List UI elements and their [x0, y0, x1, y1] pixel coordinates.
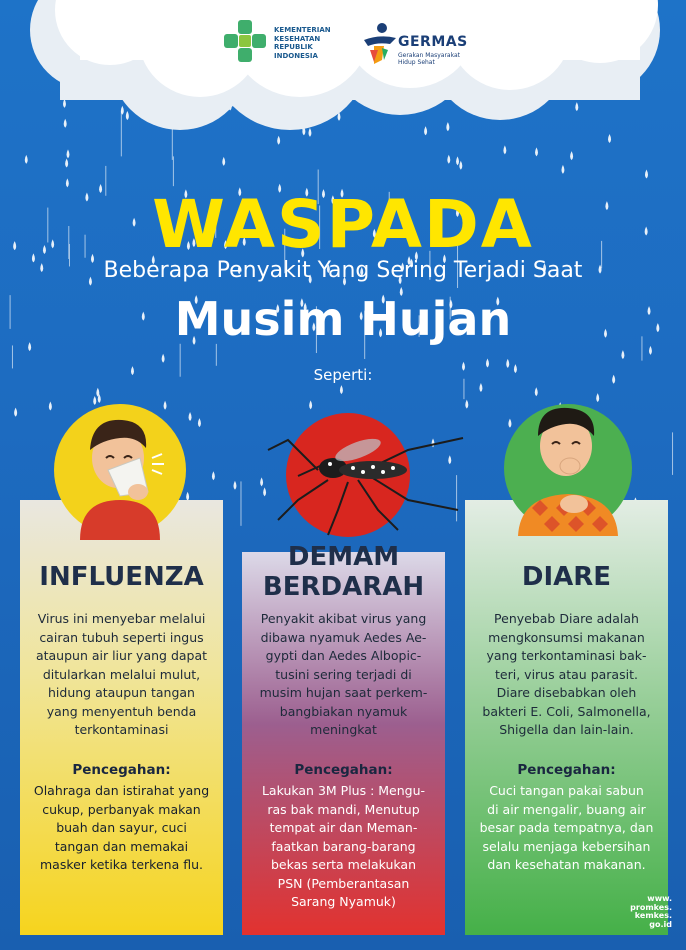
rain-drop	[535, 387, 538, 396]
text-line: Diare disebabkan oleh	[496, 685, 637, 700]
lead-text: Seperti:	[313, 366, 373, 384]
influenza-description	[24, 610, 219, 740]
dengue-prevention-label: Pencegahan:	[294, 762, 393, 778]
headline: Musim Hujan	[174, 292, 512, 346]
text-line: bangbiakan nyamuk	[279, 703, 408, 719]
text-line: terkontaminasi	[74, 722, 169, 737]
text-line: ataupun air liur yang dapat	[35, 648, 208, 663]
kemenkes-line: REPUBLIK	[274, 43, 313, 51]
text-line: ras bak mandi, Menutup	[267, 801, 420, 817]
rain-drop	[621, 350, 624, 359]
kemenkes-line: KEMENTERIAN	[274, 26, 331, 34]
text-line: Penyebab Diare adalah	[494, 611, 639, 626]
text-line: faatkan barang-barang	[271, 838, 416, 854]
text-line: yang menyentuh benda	[46, 703, 197, 719]
text-line: PSN (Pemberantasan	[277, 875, 410, 891]
text-line: yang terkontaminasi bak-	[486, 648, 647, 663]
rain-drop	[212, 471, 215, 480]
germas-tagline-line: Gerakan Masyarakat	[398, 52, 460, 59]
diarrhea-prevention-label: Pencegahan:	[517, 762, 616, 778]
germas-mark-icon	[360, 20, 400, 66]
subtitle: Beberapa Penyakit Yang Sering Terjadi Saat	[103, 258, 583, 283]
rain-drop	[479, 383, 482, 392]
influenza-prevention	[23, 782, 220, 875]
text-line: cairan tubuh seperti ingus	[39, 629, 204, 645]
rain-drop	[162, 354, 165, 363]
kemenkes-line: INDONESIA	[274, 51, 318, 60]
mosquito-icon	[258, 410, 468, 540]
kemenkes-line: KESEHATAN	[274, 34, 321, 43]
footer-line: www.	[647, 894, 672, 903]
stomachache-person-icon	[498, 396, 638, 536]
footer-line: go.id	[649, 919, 672, 929]
text-line: meningkat	[310, 722, 377, 737]
dengue-title	[242, 542, 445, 602]
dengue-prevention	[245, 782, 442, 912]
footer-line: kemkes.	[634, 911, 672, 920]
footer-line: promkes.	[630, 902, 672, 912]
diarrhea-title: DIARE	[521, 562, 612, 592]
text-line: musim hujan saat perkem-	[259, 685, 428, 700]
text-line: masker ketika terkena flu.	[40, 857, 203, 872]
text-line: gypti dan Aedes Albopic-	[265, 648, 422, 663]
page-title: WASPADA	[152, 186, 534, 263]
promkes-website	[606, 895, 672, 935]
kemenkes-mark-icon	[222, 18, 268, 64]
germas-name: GERMAS	[398, 34, 468, 50]
text-line: Olahraga dan istirahat yang	[33, 783, 210, 798]
germas-logo	[360, 20, 480, 70]
text-line: ditularkan melalui mulut,	[42, 666, 201, 682]
dengue-title-line: DEMAM	[287, 542, 400, 572]
text-line: teri, virus atau parasit.	[495, 666, 638, 682]
text-line: Penyakit akibat virus yang	[260, 611, 427, 626]
text-line: Lakukan 3M Plus : Mengu-	[261, 783, 426, 798]
rain-drop	[14, 408, 17, 417]
rain-drop	[233, 481, 236, 490]
germas-tagline	[398, 52, 468, 66]
text-line: dan kesehatan makanan.	[487, 857, 646, 872]
diarrhea-description	[469, 610, 664, 740]
text-line: di air mengalir, buang air	[487, 801, 646, 817]
germas-tagline-line: Hidup Sehat	[398, 59, 435, 66]
rain-drop	[649, 346, 652, 355]
rain-drop	[198, 418, 201, 427]
sneezing-person-icon	[50, 400, 190, 540]
text-line: tangan dan memakai	[54, 838, 189, 854]
text-line: tusini sering terjadi di	[275, 666, 412, 682]
rain-drop	[309, 400, 312, 409]
text-line: buah dan sayur, cuci	[56, 820, 187, 835]
text-line: mengkonsumsi makanan	[488, 629, 645, 645]
rain-drop	[465, 400, 468, 409]
text-line: selalu menjaga kebersihan	[482, 838, 651, 854]
text-line: Cuci tangan pakai sabun	[489, 783, 644, 798]
dengue-title-line: BERDARAH	[262, 572, 425, 602]
text-line: tempat air dan Meman-	[269, 820, 418, 835]
diarrhea-prevention	[468, 782, 665, 875]
kemenkes-text	[274, 26, 344, 60]
text-line: dibawa nyamuk Aedes Ae-	[260, 629, 427, 645]
kemenkes-logo	[222, 18, 342, 68]
text-line: cukup, perbanyak makan	[42, 801, 201, 817]
text-line: bekas serta melakukan	[270, 857, 417, 872]
influenza-prevention-label: Pencegahan:	[72, 762, 171, 778]
text-line: Virus ini menyebar melalui	[37, 611, 206, 626]
influenza-title: INFLUENZA	[39, 562, 204, 592]
text-line: besar pada tempatnya, dan	[479, 820, 654, 835]
text-line: bakteri E. Coli, Salmonella,	[482, 703, 651, 719]
rain-drop	[340, 385, 343, 394]
text-line: hidung ataupun tangan	[48, 685, 195, 700]
text-line: Sarang Nyamuk)	[291, 894, 396, 909]
dengue-description	[246, 610, 441, 740]
text-line: Shigella dan lain-lain.	[499, 722, 634, 737]
